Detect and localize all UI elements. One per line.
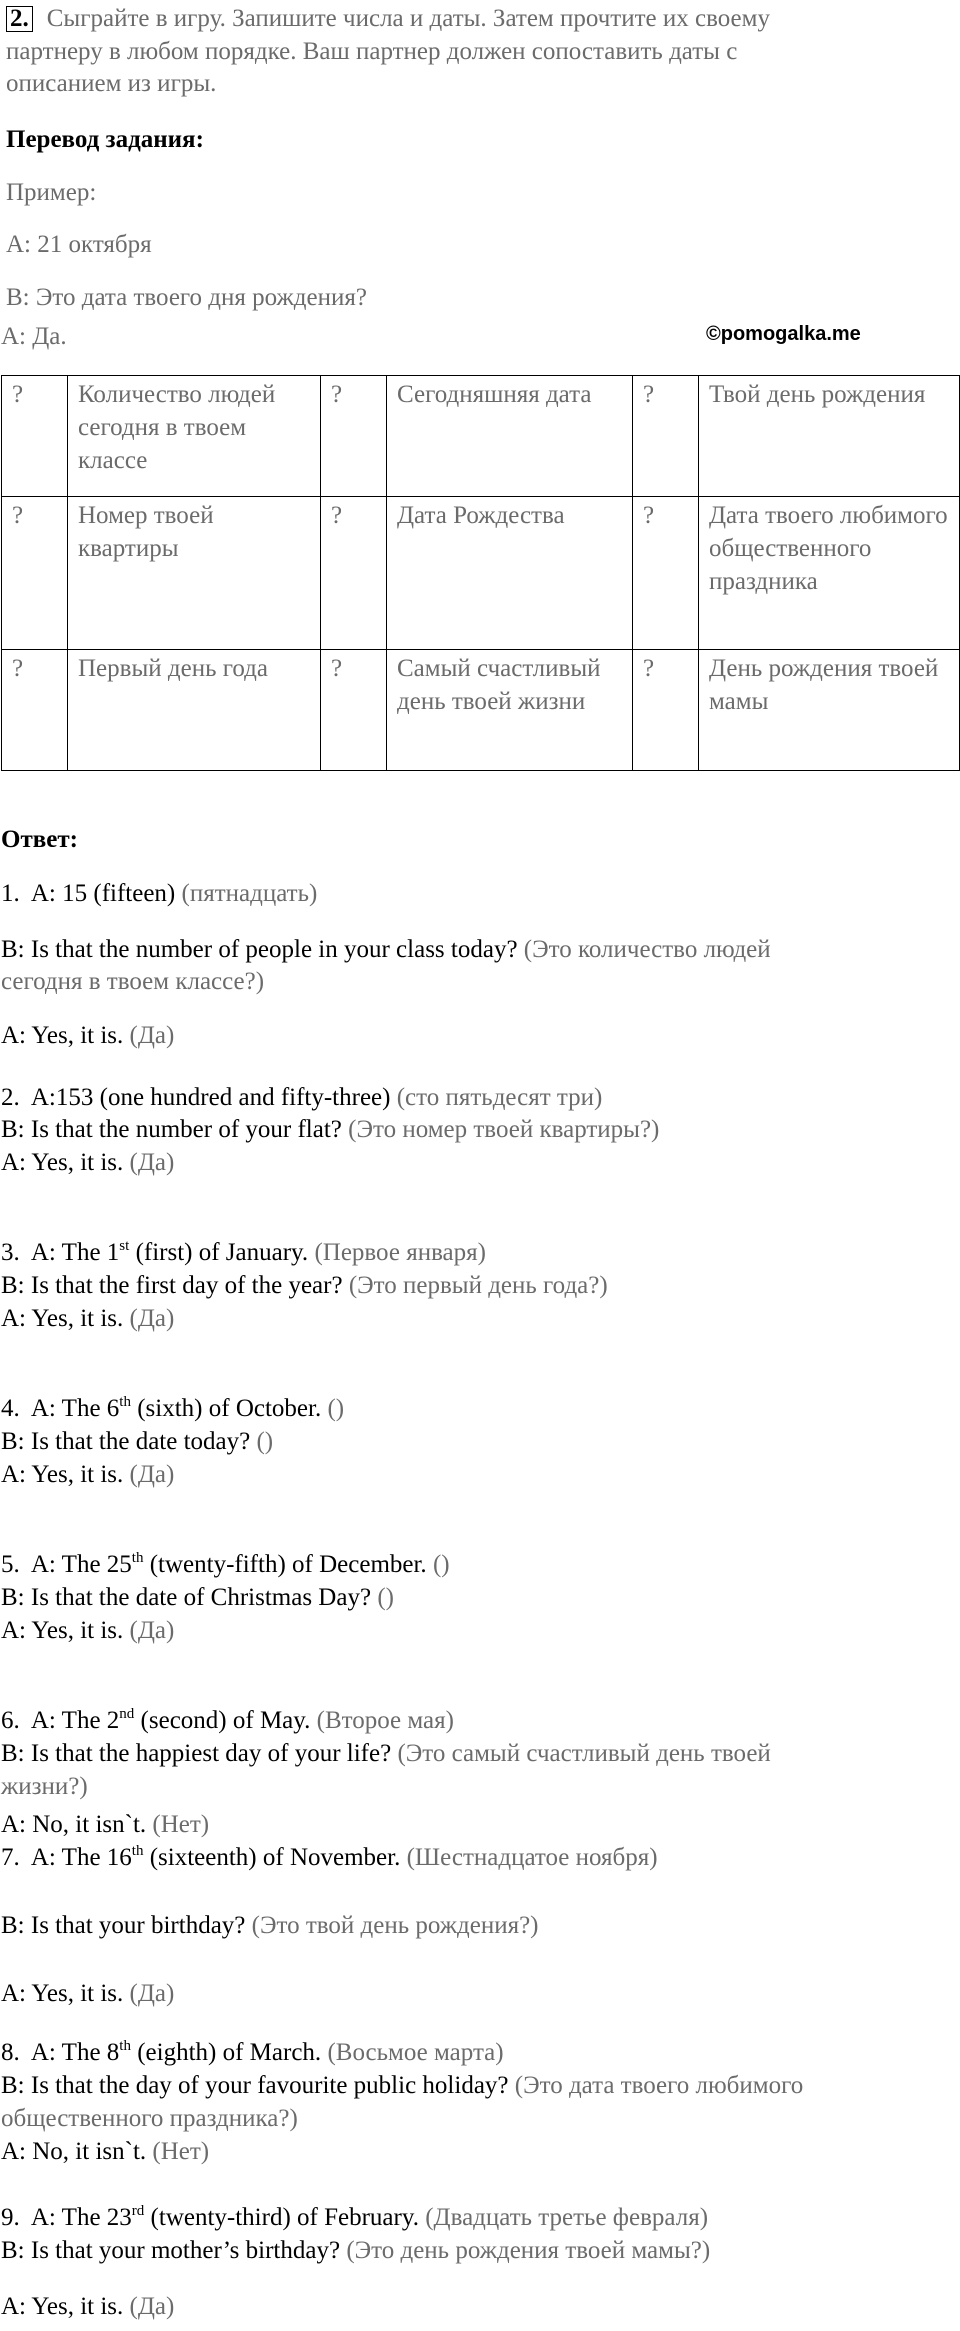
answer-c-text: A: Yes, it is. xyxy=(1,1022,124,1049)
answer-b-translation: (Это самый счастливый день твоей xyxy=(397,1740,771,1767)
grid-question-mark: ? xyxy=(321,650,387,771)
answer-2-c xyxy=(1,1148,174,1178)
answer-a-text: A: The 25 xyxy=(30,1551,132,1578)
answer-b-translation: (Это дата твоего любимого xyxy=(514,2072,804,2099)
answer-c-translation: (Нет) xyxy=(152,2138,210,2165)
answer-a-translation: (Второе мая) xyxy=(316,1707,454,1734)
answer-1-a xyxy=(1,879,317,909)
answer-3-b xyxy=(1,1271,608,1301)
grid-question-mark: ? xyxy=(2,650,68,771)
grid-cell-text: Сегодняшняя дата xyxy=(387,376,633,497)
answer-2-b xyxy=(1,1115,659,1145)
answer-a-translation: () xyxy=(327,1395,345,1422)
answer-b-text: B: Is that the first day of the year? xyxy=(1,1272,343,1299)
grid-question-mark: ? xyxy=(321,376,387,497)
translation-heading: Перевод задания: xyxy=(6,126,204,153)
task-text: Сыграйте в игру. Запишите числа и даты. Затем прочтите их своему xyxy=(46,5,770,32)
grid-cell-text: День рождения твоей мамы xyxy=(699,650,960,771)
answer-b-text: B: Is that the number of people in your class today? xyxy=(1,936,518,963)
game-grid xyxy=(1,375,960,771)
task-line-1 xyxy=(6,4,770,34)
answer-a-text-rest: (twenty-fifth) of December. xyxy=(149,1551,427,1578)
watermark-logo: ©pomogalka.me xyxy=(706,323,861,345)
answer-c-text: A: No, it isn`t. xyxy=(1,2138,147,2165)
answer-7-a xyxy=(1,1843,658,1873)
answer-c-text: A: Yes, it is. xyxy=(1,1461,124,1488)
answer-heading: Ответ: xyxy=(1,826,78,853)
answer-c-translation: (Да) xyxy=(129,1980,175,2007)
grid-row xyxy=(2,376,960,497)
answer-c-text: A: Yes, it is. xyxy=(1,1305,124,1332)
grid-cell-text: Первый день года xyxy=(68,650,321,771)
answer-b-translation: (Это количество людей xyxy=(523,936,771,963)
answer-3-c xyxy=(1,1304,174,1334)
answer-6-a xyxy=(1,1706,454,1736)
answer-4-c xyxy=(1,1460,174,1490)
task-line-3: описанием из игры. xyxy=(6,70,217,97)
answer-1-c xyxy=(1,1021,174,1051)
ordinal-suffix: st xyxy=(119,1238,130,1254)
ordinal-suffix: th xyxy=(131,1550,144,1566)
answer-9-b xyxy=(1,2236,710,2266)
answer-a-text: A: The 8 xyxy=(30,2039,120,2066)
answer-c-translation: (Да) xyxy=(129,1149,175,1176)
answer-c-translation: (Да) xyxy=(129,1617,175,1644)
grid-row xyxy=(2,650,960,771)
answer-a-text: A: The 16 xyxy=(30,1844,132,1871)
answer-6-b-cont: жизни?) xyxy=(1,1773,88,1800)
answer-a-text-rest: (twenty-third) of February. xyxy=(150,2204,419,2231)
answer-number: 6. xyxy=(1,1707,20,1734)
answer-number: 7. xyxy=(1,1844,20,1871)
answer-c-translation: (Нет) xyxy=(152,1811,210,1838)
answer-7-b xyxy=(1,1911,539,1941)
grid-cell-text: Дата Рождества xyxy=(387,497,633,650)
answer-8-a xyxy=(1,2038,504,2068)
answer-b-text: B: Is that your birthday? xyxy=(1,1912,246,1939)
answer-8-b-cont: общественного праздника?) xyxy=(1,2105,298,2132)
example-a2: А: Да. xyxy=(1,323,67,350)
example-label: Пример: xyxy=(6,179,97,206)
answer-5-c xyxy=(1,1616,174,1646)
answer-a-text: A: 15 (fifteen) xyxy=(30,880,176,907)
answer-c-text: A: No, it isn`t. xyxy=(1,1811,147,1838)
answer-number: 5. xyxy=(1,1551,20,1578)
answer-c-translation: (Да) xyxy=(129,1461,175,1488)
answer-number: 8. xyxy=(1,2039,20,2066)
ordinal-suffix: th xyxy=(131,1843,144,1859)
answer-b-translation: (Это номер твоей квартиры?) xyxy=(348,1116,660,1143)
example-b: В: Это дата твоего дня рождения? xyxy=(6,284,367,311)
answer-a-text-rest: (sixth) of October. xyxy=(137,1395,322,1422)
grid-question-mark: ? xyxy=(633,497,699,650)
grid-cell-text: Дата твоего любимого общественного праздника xyxy=(699,497,960,650)
answer-4-b xyxy=(1,1427,273,1457)
answer-a-translation: (Первое января) xyxy=(314,1239,486,1266)
answer-1-b xyxy=(1,935,771,965)
grid-question-mark: ? xyxy=(633,376,699,497)
answer-a-text: A:153 (one hundred and fifty-three) xyxy=(30,1084,391,1111)
answer-b-translation: (Это день рождения твоей мамы?) xyxy=(346,2237,711,2264)
answer-b-text: B: Is that the date today? xyxy=(1,1428,251,1455)
grid-cell-text: Номер твоей квартиры xyxy=(68,497,321,650)
answer-b-text: B: Is that the day of your favourite public holiday? xyxy=(1,2072,509,2099)
answer-number: 9. xyxy=(1,2204,20,2231)
grid-question-mark: ? xyxy=(2,376,68,497)
answer-a-text-rest: (first) of January. xyxy=(135,1239,309,1266)
answer-number: 4. xyxy=(1,1395,20,1422)
answer-a-text-rest: (eighth) of March. xyxy=(137,2039,322,2066)
grid-cell-text: Количество людей сегодня в твоем классе xyxy=(68,376,321,497)
ordinal-suffix: rd xyxy=(131,2203,145,2219)
answer-a-translation: (сто пятьдесят три) xyxy=(396,1084,603,1111)
answer-b-translation: () xyxy=(377,1584,394,1611)
answer-c-text: A: Yes, it is. xyxy=(1,2293,124,2320)
answer-number: 2. xyxy=(1,1084,20,1111)
ordinal-suffix: th xyxy=(119,1394,131,1410)
answer-a-text: A: The 23 xyxy=(30,2204,132,2231)
answer-4-a xyxy=(1,1394,344,1424)
answer-5-b xyxy=(1,1583,394,1613)
grid-row xyxy=(2,497,960,650)
answer-b-text: B: Is that the number of your flat? xyxy=(1,1116,342,1143)
answer-3-a xyxy=(1,1238,486,1268)
answer-a-translation: (Шестнадцатое ноября) xyxy=(406,1844,658,1871)
answer-1-b-cont: сегодня в твоем классе?) xyxy=(1,968,265,995)
grid-question-mark: ? xyxy=(2,497,68,650)
answer-c-text: A: Yes, it is. xyxy=(1,1980,124,2007)
answer-b-text: B: Is that your mother’s birthday? xyxy=(1,2237,341,2264)
answer-a-text: A: The 2 xyxy=(30,1707,120,1734)
answer-number: 1. xyxy=(1,880,20,907)
answer-9-a xyxy=(1,2203,708,2233)
answer-c-text: A: Yes, it is. xyxy=(1,1149,124,1176)
answer-9-c xyxy=(1,2292,174,2322)
answer-c-translation: (Да) xyxy=(129,1022,175,1049)
answer-c-translation: (Да) xyxy=(129,1305,175,1332)
answer-number: 3. xyxy=(1,1239,20,1266)
ordinal-suffix: th xyxy=(119,2038,131,2054)
answer-2-a xyxy=(1,1083,602,1113)
answer-b-text: B: Is that the happiest day of your life? xyxy=(1,1740,392,1767)
task-number-badge: 2. xyxy=(6,6,33,32)
answer-8-c xyxy=(1,2137,209,2167)
answer-a-translation: () xyxy=(432,1551,450,1578)
answer-a-text: A: The 1 xyxy=(30,1239,120,1266)
ordinal-suffix: nd xyxy=(119,1706,135,1722)
answer-5-a xyxy=(1,1550,450,1580)
grid-cell-text: Самый счастливый день твоей жизни xyxy=(387,650,633,771)
answer-a-translation: (пятнадцать) xyxy=(181,880,318,907)
answer-a-text-rest: (second) of May. xyxy=(140,1707,311,1734)
answer-7-c xyxy=(1,1979,174,2009)
answer-a-translation: (Двадцать третье февраля) xyxy=(425,2204,709,2231)
grid-question-mark: ? xyxy=(321,497,387,650)
answer-b-translation: (Это первый день года?) xyxy=(348,1272,608,1299)
answer-c-text: A: Yes, it is. xyxy=(1,1617,124,1644)
grid-question-mark: ? xyxy=(633,650,699,771)
answer-a-text-rest: (sixteenth) of November. xyxy=(149,1844,401,1871)
answer-b-translation: (Это твой день рождения?) xyxy=(251,1912,539,1939)
task-line-2: партнеру в любом порядке. Ваш партнер должен сопоставить даты с xyxy=(6,38,738,65)
grid-cell-text: Твой день рождения xyxy=(699,376,960,497)
example-a: А: 21 октября xyxy=(6,231,152,258)
answer-a-text: A: The 6 xyxy=(30,1395,120,1422)
answer-c-translation: (Да) xyxy=(129,2293,175,2320)
answer-8-b xyxy=(1,2071,803,2101)
answer-a-translation: (Восьмое марта) xyxy=(327,2039,504,2066)
answer-b-text: B: Is that the date of Christmas Day? xyxy=(1,1584,372,1611)
answer-6-b xyxy=(1,1739,771,1769)
answer-b-translation: () xyxy=(256,1428,274,1455)
answer-6-c xyxy=(1,1810,209,1840)
